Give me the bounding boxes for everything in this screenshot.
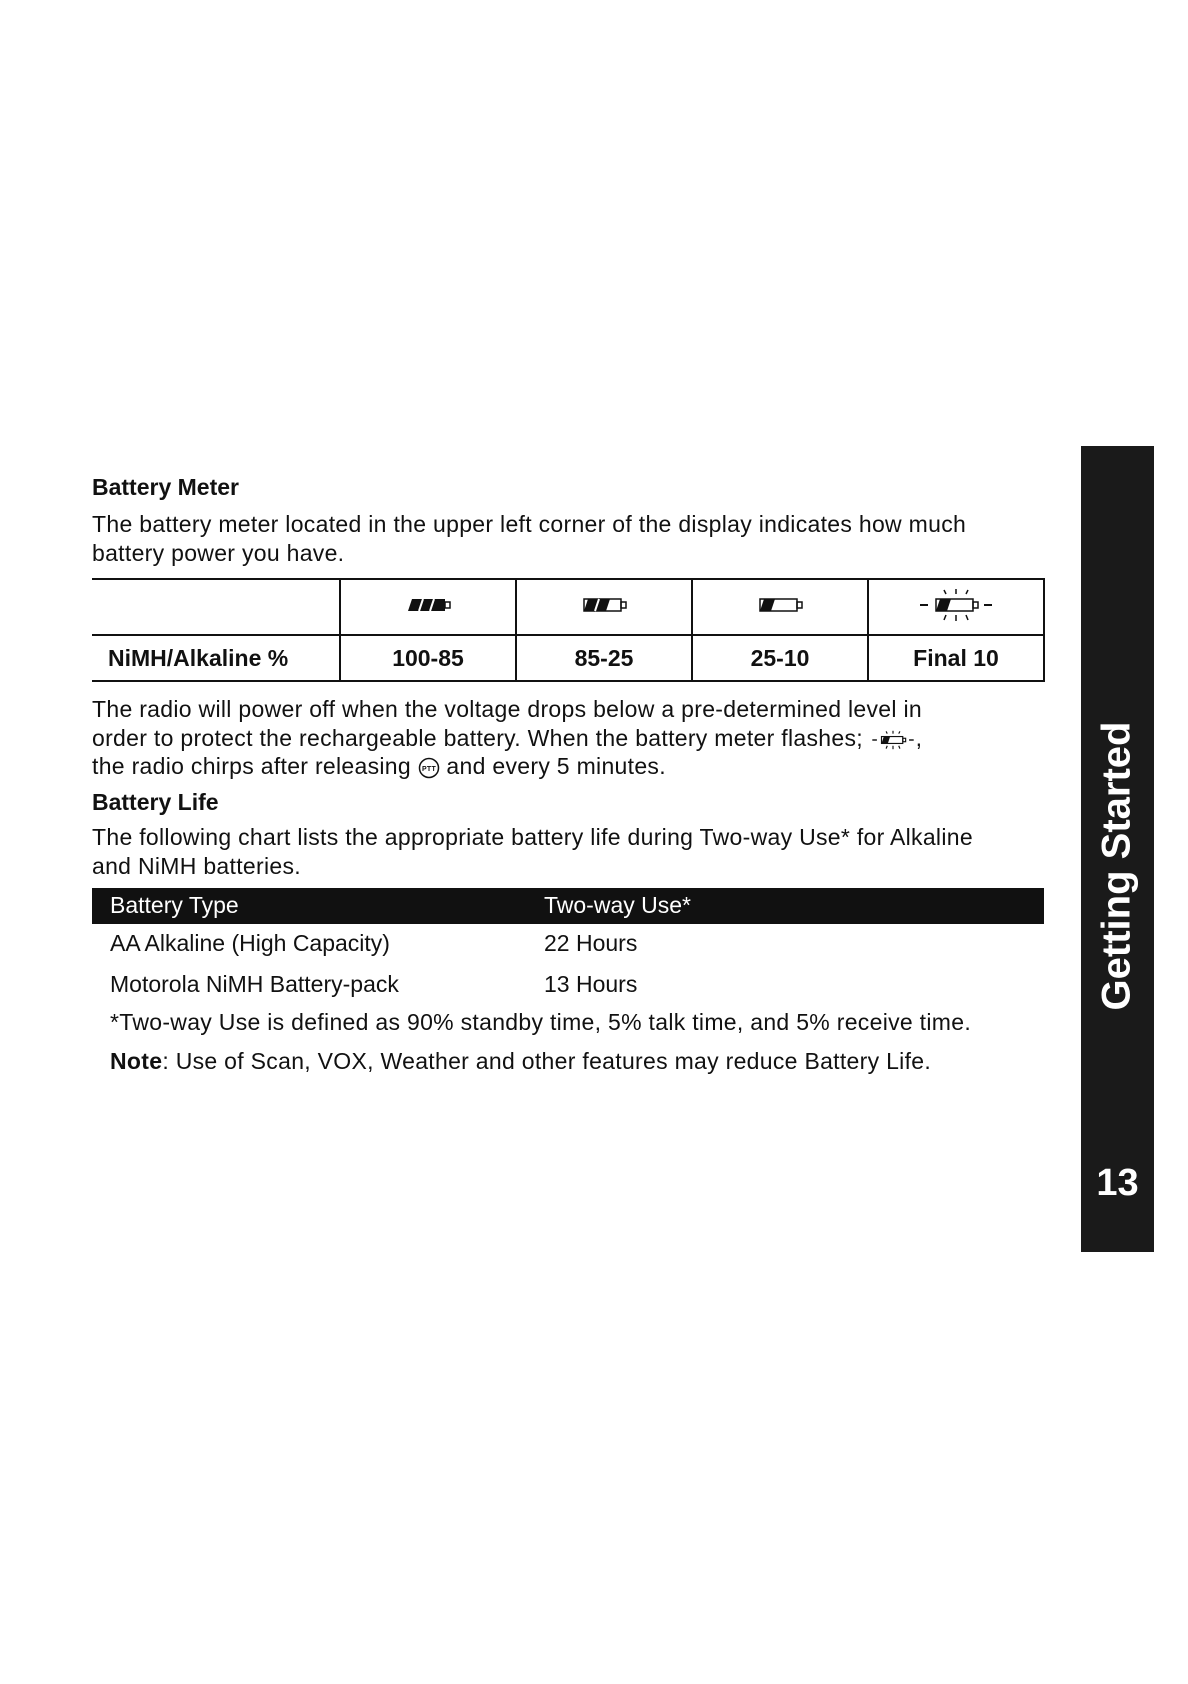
note-text: : Use of Scan, VOX, Weather and other features may reduce Battery Life. (162, 1048, 932, 1074)
note (110, 1047, 931, 1076)
column-header: Battery Type (110, 892, 239, 918)
section-side-tab (1081, 446, 1154, 1252)
ptt-button-icon (418, 757, 440, 779)
power-off-note-text: order to protect the rechargeable battery. When the battery meter flashes; (92, 725, 863, 751)
svg-text:PTT: PTT (421, 765, 436, 773)
battery-life-intro: The following chart lists the appropriate battery life during Two-way Use* for Alkaline and NiMH batteries. (92, 824, 973, 879)
battery-flashing-icon (870, 729, 916, 751)
column-header: Two-way Use* (544, 892, 691, 918)
table-header (92, 888, 1044, 924)
table-row (92, 924, 1044, 965)
row-label: NiMH/Alkaline % (92, 635, 340, 681)
level-icon-cell (340, 579, 516, 635)
power-off-note-line-2: order to protect the rechargeable battery. When the battery meter flashes; , (92, 725, 923, 751)
level-icon-cell (868, 579, 1044, 635)
page-number: 13 (1096, 1162, 1139, 1204)
battery-one-third-icon (756, 597, 804, 613)
level-icon-cell (692, 579, 868, 635)
level-value: 25-10 (692, 635, 868, 681)
battery-life-heading: Battery Life (92, 789, 219, 815)
note-label: Note (110, 1048, 163, 1074)
level-icon-cell (516, 579, 692, 635)
power-off-note-line-3 (92, 752, 666, 781)
battery-two-thirds-icon (580, 597, 628, 613)
level-value: 100-85 (340, 635, 516, 681)
power-off-note-text: and every 5 minutes. (446, 753, 666, 779)
battery-life-table (92, 888, 1044, 1006)
battery-meter-intro: The battery meter located in the upper left corner of the display indicates how much battery power you have. (92, 511, 967, 566)
battery-flashing-icon (916, 588, 996, 622)
battery-type-cell: AA Alkaline (High Capacity) (110, 930, 390, 956)
level-value: Final 10 (868, 635, 1044, 681)
battery-type-cell: Motorola NiMH Battery-pack (110, 971, 399, 997)
two-way-use-cell: 13 Hours (544, 971, 638, 997)
table-row (92, 965, 1044, 1006)
battery-meter-heading: Battery Meter (92, 474, 239, 500)
two-way-use-cell: 22 Hours (544, 930, 638, 956)
battery-meter-table (92, 578, 1045, 682)
two-way-use-footnote: *Two-way Use is defined as 90% standby time, 5% talk time, and 5% receive time. (110, 1009, 972, 1035)
power-off-note-text: the radio chirps after releasing (92, 753, 411, 779)
battery-full-icon (404, 597, 452, 613)
section-title: Getting Started (1094, 721, 1139, 1011)
power-off-note-line-1: The radio will power off when the voltage drops below a pre-determined level in (92, 696, 923, 722)
level-value: 85-25 (516, 635, 692, 681)
